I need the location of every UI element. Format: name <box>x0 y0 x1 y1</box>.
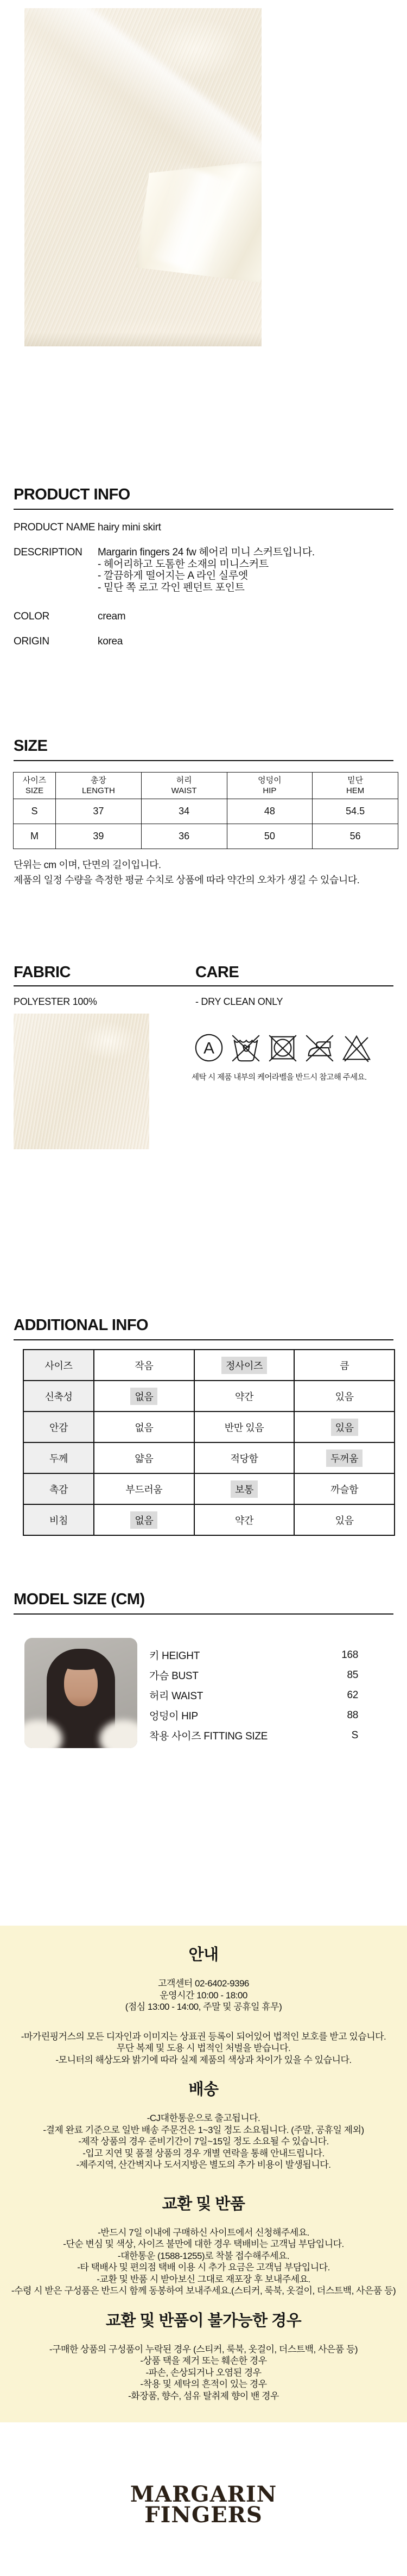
attribute-option: 없음 <box>94 1412 194 1442</box>
divider <box>14 760 393 761</box>
attribute-option: 큼 <box>294 1350 395 1381</box>
info-value-line: - 깔끔하게 떨어지는 A 라인 실루엣 <box>98 570 248 581</box>
measure-label: 가슴 BUST <box>149 1670 199 1682</box>
header-kor: 사이즈 <box>22 776 47 785</box>
attribute-label: 두께 <box>23 1442 94 1473</box>
notice-line: -반드시 7일 이내에 구매하신 사이트에서 신청해주세요. <box>98 2227 309 2238</box>
care-icons-row <box>193 1032 372 1064</box>
care-column <box>195 964 393 981</box>
notice-line: -CJ대한통운으로 출고됩니다. <box>147 2113 260 2123</box>
notice-line: -입고 지연 및 품절 상품의 경우 개별 연락을 통해 안내드립니다. <box>82 2148 325 2159</box>
section-title: SIZE <box>14 737 48 755</box>
info-row <box>14 522 393 534</box>
notice-title: 안내 <box>188 1946 219 1964</box>
info-label: DESCRIPTION <box>14 547 82 558</box>
attribute-option <box>194 1473 295 1504</box>
header-kor: 총장 <box>90 776 106 785</box>
size-row <box>14 824 398 849</box>
info-value <box>98 547 393 593</box>
fabric-swatch-photo <box>14 1014 149 1149</box>
attribute-option: 있음 <box>294 1381 395 1412</box>
notice-line: -제작 상품의 경우 준비기간이 7일~15일 정도 소요될 수 있습니다. <box>78 2136 329 2147</box>
info-value: hairy mini skirt <box>98 522 161 533</box>
attribute-option: 약간 <box>194 1504 295 1535</box>
notice-line: (점심 13:00 - 14:00, 주말 및 공휴일 휴무) <box>125 2002 282 2012</box>
section-size <box>14 737 393 888</box>
attribute-option <box>94 1381 194 1412</box>
attribute-option: 반만 있음 <box>194 1412 295 1442</box>
additional-info-row <box>23 1504 395 1535</box>
info-row <box>14 636 393 648</box>
notice-line: -수령 시 받은 구성품은 반드시 함께 동봉하여 보내주세요.(스티커, 룩북, 옷걸이, 더스트백, 사은품 등) <box>11 2286 396 2296</box>
additional-info-row <box>23 1412 395 1442</box>
info-row <box>14 611 393 623</box>
divider <box>14 509 393 510</box>
size-header-cell <box>313 773 398 799</box>
attribute-option <box>294 1412 395 1442</box>
info-label: ORIGIN <box>14 636 49 647</box>
size-cell: 37 <box>56 799 142 824</box>
size-header-cell <box>14 773 56 799</box>
notice-line: -모니터의 해상도와 밝기에 따라 실제 제품의 색상과 차이가 있을 수 있습니다. <box>55 2054 352 2065</box>
measure-value: 62 <box>347 1689 358 1701</box>
attribute-option <box>194 1350 295 1381</box>
fabric-column <box>14 964 182 981</box>
returns-title: 교환 및 반품 <box>162 2195 245 2213</box>
dry-clean-a-icon <box>193 1032 225 1064</box>
size-cell: 39 <box>56 824 142 849</box>
selected-option: 있음 <box>331 1419 358 1436</box>
attribute-label: 사이즈 <box>23 1350 94 1381</box>
measure-label: 허리 WAIST <box>149 1691 204 1702</box>
notice-line: 무단 복제 및 도용 시 법적인 처벌을 받습니다. <box>116 2043 291 2053</box>
size-row <box>14 799 398 824</box>
measure-label: 착용 사이즈 FITTING SIZE <box>149 1731 268 1742</box>
attribute-option: 약간 <box>194 1381 295 1412</box>
header-kor: 밑단 <box>347 776 364 785</box>
size-cell: 36 <box>141 824 227 849</box>
size-cell: 54.5 <box>313 799 398 824</box>
attribute-option: 까슬함 <box>294 1473 395 1504</box>
notice-line: -단순 변심 및 색상, 사이즈 불만에 대한 경우 택배비는 고객님 부담입니다. <box>63 2239 344 2249</box>
no-returns-title: 교환 및 반품이 불가능한 경우 <box>105 2312 302 2330</box>
measure-label: 키 HEIGHT <box>149 1650 200 1662</box>
divider <box>14 985 393 986</box>
section-fabric-care <box>14 964 393 1159</box>
notice-line: -파손, 손상되거나 오염된 경우 <box>145 2367 262 2378</box>
size-header-cell <box>227 773 313 799</box>
selected-option: 두꺼움 <box>326 1450 363 1467</box>
product-photo <box>24 8 262 346</box>
selected-option: 없음 <box>130 1388 157 1405</box>
size-header-cell <box>141 773 227 799</box>
notice-line: -마가린핑거스의 모든 디자인과 이미지는 상표권 등록이 되어있어 법적인 보호를 받고 있습니다. <box>21 2031 386 2042</box>
shipping-title: 배송 <box>188 2081 219 2098</box>
section-title: MODEL SIZE (CM) <box>14 1591 145 1608</box>
care-instruction: - DRY CLEAN ONLY <box>195 996 283 1007</box>
model-measure-row <box>149 1705 358 1725</box>
info-value-line: - 밑단 쪽 로고 각인 펜던트 포인트 <box>98 581 245 593</box>
no-tumble-dry-icon <box>267 1032 298 1064</box>
info-row <box>14 547 393 593</box>
attribute-label: 촉감 <box>23 1473 94 1504</box>
size-note-line: 단위는 cm 이며, 단면의 길이입니다. <box>14 859 161 870</box>
hem-shadow <box>24 332 262 346</box>
care-note: 세탁 시 제품 내부의 케어라벨을 반드시 참고해 주세요. <box>192 1073 367 1082</box>
notice-line: -화장품, 향수, 섬유 탈취제 향이 밴 경우 <box>128 2390 279 2401</box>
additional-info-row <box>23 1350 395 1381</box>
section-product-info <box>14 486 393 648</box>
attribute-label: 신축성 <box>23 1381 94 1412</box>
additional-info-table <box>23 1349 395 1536</box>
product-info-rows <box>14 522 393 648</box>
info-value: korea <box>98 636 123 647</box>
size-notes <box>14 857 393 888</box>
no-hand-wash-icon <box>230 1032 262 1064</box>
attribute-option: 얇음 <box>94 1442 194 1473</box>
notice-panel <box>0 1926 407 2422</box>
no-iron-icon <box>304 1032 335 1064</box>
info-value-line: - 헤어리하고 도톰한 소재의 미니스커트 <box>98 558 269 570</box>
size-header-cell <box>56 773 142 799</box>
brand-logo-line1: MARGARIN <box>130 2482 277 2507</box>
size-table <box>13 772 398 849</box>
fabric-composition: POLYESTER 100% <box>14 996 97 1007</box>
size-cell: M <box>14 824 56 849</box>
attribute-option <box>94 1504 194 1535</box>
additional-info-row <box>23 1442 395 1473</box>
size-note-line: 제품의 일정 수량을 측정한 평균 수치로 상품에 따라 약간의 오차가 생길 수 있습니다. <box>14 875 360 885</box>
section-title: FABRIC <box>14 964 71 981</box>
policy-lines <box>0 2031 407 2066</box>
header-eng: HIP <box>263 786 277 795</box>
measure-value: S <box>351 1729 358 1741</box>
model-measure-row <box>149 1665 358 1685</box>
info-value: cream <box>98 611 126 622</box>
size-cell: 48 <box>227 799 313 824</box>
notice-line: -구매한 상품의 구성품이 누락된 경우 (스티커, 룩북, 옷걸이, 더스트백, 사은품 등) <box>49 2344 358 2355</box>
selected-option: 보통 <box>231 1480 258 1498</box>
selected-option: 없음 <box>130 1511 157 1529</box>
size-cell: 50 <box>227 824 313 849</box>
notice-line: -대한통운 (1588-1255)로 착불 접수해주세요. <box>117 2250 290 2261</box>
brand-logo <box>0 2484 407 2526</box>
section-additional-info <box>14 1317 393 1536</box>
shipping-lines <box>0 2112 407 2171</box>
section-title: ADDITIONAL INFO <box>14 1317 149 1334</box>
measure-label: 엉덩이 HIP <box>149 1711 198 1722</box>
header-kor: 허리 <box>176 776 192 785</box>
header-kor: 엉덩이 <box>258 776 282 785</box>
info-label: COLOR <box>14 611 50 622</box>
section-title: CARE <box>195 964 239 981</box>
notice-line: -교환 및 반품 시 받아보신 그대로 재포장 후 보내주세요. <box>97 2274 310 2284</box>
notice-line: -착용 및 세탁의 흔적이 있는 경우 <box>140 2379 267 2389</box>
info-label: PRODUCT NAME <box>14 522 96 533</box>
model-measure-row <box>149 1725 358 1745</box>
header-eng: SIZE <box>25 786 44 795</box>
attribute-option: 부드러움 <box>94 1473 194 1504</box>
notice-line: -상품 택을 제거 또는 훼손한 경우 <box>140 2356 267 2366</box>
header-eng: LENGTH <box>81 786 115 795</box>
selected-option: 정사이즈 <box>221 1357 267 1374</box>
model-bangs <box>62 1656 99 1670</box>
notice-line: -타 택배사 및 편의점 택배 이용 시 추가 요금은 고객님 부담입니다. <box>77 2262 330 2273</box>
size-cell: S <box>14 799 56 824</box>
attribute-option: 적당함 <box>194 1442 295 1473</box>
additional-info-row <box>23 1473 395 1504</box>
attribute-option: 있음 <box>294 1504 395 1535</box>
header-eng: WAIST <box>171 786 197 795</box>
no-bleach-icon <box>341 1032 372 1064</box>
svg-text:A: A <box>204 1039 214 1058</box>
attribute-option: 작음 <box>94 1350 194 1381</box>
attribute-option <box>294 1442 395 1473</box>
additional-info-row <box>23 1381 395 1412</box>
model-measure-row <box>149 1685 358 1705</box>
size-cell: 34 <box>141 799 227 824</box>
measure-value: 88 <box>347 1709 358 1721</box>
returns-lines <box>0 2227 407 2297</box>
notice-line: -제주지역, 산간벽지나 도서지방은 별도의 추가 비용이 발생됩니다. <box>76 2160 331 2170</box>
fur-texture <box>14 1014 149 1149</box>
no-returns-lines <box>0 2344 407 2402</box>
contact-lines <box>0 1978 407 2013</box>
divider <box>14 1339 393 1340</box>
measure-value: 85 <box>347 1669 358 1681</box>
notice-line: -결제 완료 기준으로 일반 배송 주문건은 1~3일 정도 소요됩니다. (주말, 공휴일 제외) <box>43 2124 364 2135</box>
header-eng: HEM <box>346 786 365 795</box>
info-value-line: Margarin fingers 24 fw 헤어리 미니 스커트입니다. <box>98 547 315 558</box>
model-measurements <box>149 1645 358 1745</box>
section-title: PRODUCT INFO <box>14 486 130 503</box>
model-photo <box>24 1638 137 1748</box>
size-cell: 56 <box>313 824 398 849</box>
notice-line: 고객센터 02-6402-9396 <box>158 1978 249 1989</box>
notice-line: 운영시간 10:00 - 18:00 <box>160 1990 247 2001</box>
divider <box>14 1613 393 1615</box>
model-measure-row <box>149 1645 358 1665</box>
size-header-row <box>14 773 398 799</box>
measure-value: 168 <box>341 1649 358 1661</box>
attribute-label: 비침 <box>23 1504 94 1535</box>
attribute-label: 안감 <box>23 1412 94 1442</box>
brand-logo-line2: FINGERS <box>144 2502 263 2528</box>
section-model-size <box>14 1591 393 1770</box>
